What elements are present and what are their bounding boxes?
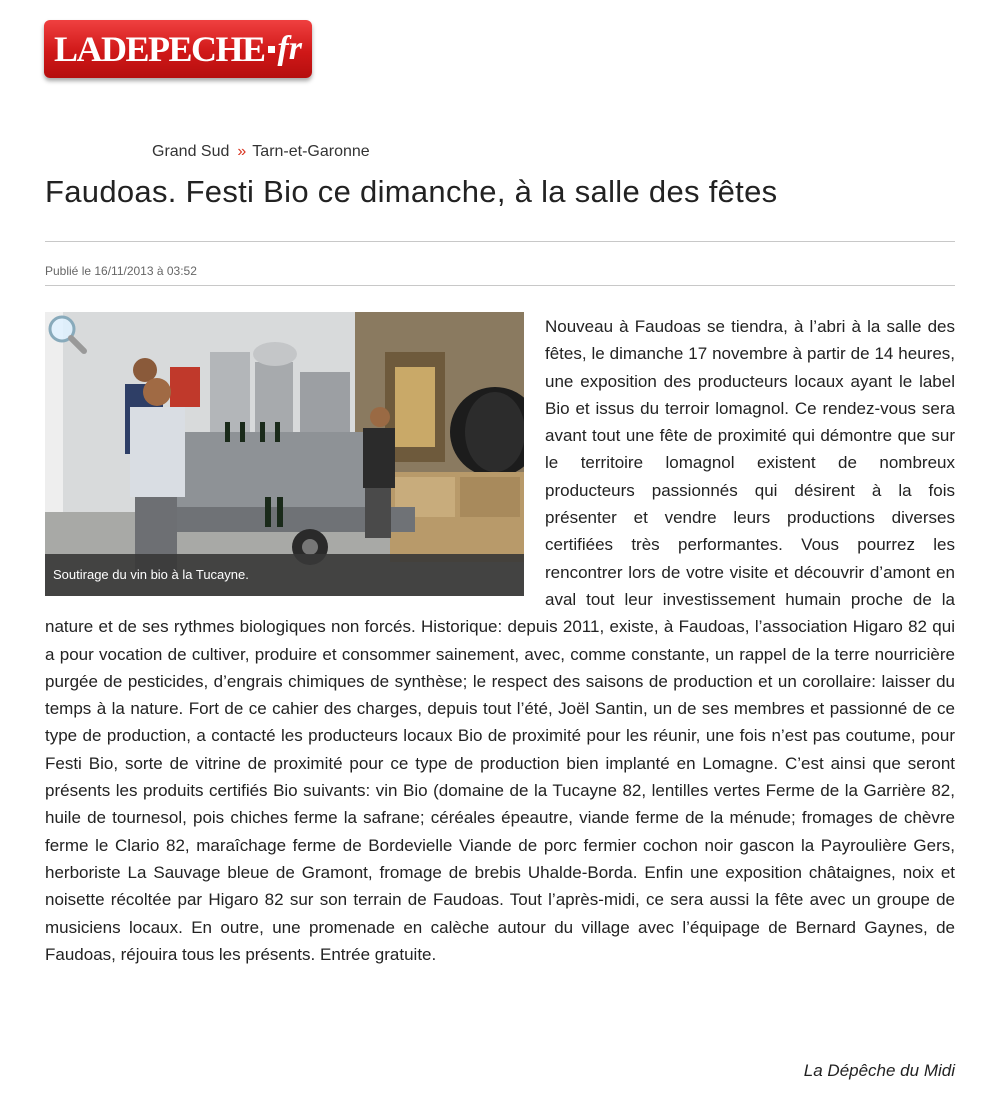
logo-text: LADEPECHE xyxy=(53,29,265,69)
site-logo[interactable] xyxy=(44,20,312,78)
article-photo[interactable] xyxy=(45,312,524,596)
magnifier-icon[interactable] xyxy=(45,312,89,356)
title-divider xyxy=(45,241,955,242)
publish-date: Publié le 16/11/2013 à 03:52 xyxy=(45,264,197,278)
breadcrumb xyxy=(152,143,370,161)
logo-dot xyxy=(268,46,275,53)
article-title: Faudoas. Festi Bio ce dimanche, à la salle des fêtes xyxy=(45,174,778,209)
breadcrumb-section-link[interactable]: Grand Sud xyxy=(152,143,230,160)
article-text: Nouveau à Faudoas se tiendra, à l’abri à la salle des fêtes, le dimanche 17 novembre à partir de 14 heures, une exposition des producteurs locaux ayant le label Bio et issus du terroir lomagnol. Ce rendez-vous sera avant tout une fête de proximité qui démontre que sur le territoire lomagnol existent de nombreux producteurs passionnés qui désirent à la fois présenter et vendre leurs productions diverses certifiées très performantes. Vous pourrez les rencontrer lors de votre visite et découvrir d’amont en aval tout leur investissement humain proche de la nature et de ses rythmes biologiques non forcés. Historique: depuis 2011, existe, à Faudoas, l’association Higaro 82 qui a pour vocation de cultiver, produire et consommer sainement, avec, comme constante, un rappel de la terre nourricière purgée de pesticides, d’engrais chimiques de synthèse; le respect des saisons de production et un corollaire: laisser du temps à la nature. Fort de ce cahier des charges, depuis tout l’été, Joël Santin, un de ses membres et passionné de ce type de production, a contacté les producteurs locaux Bio de proximité pour les réunir, une fois n’est pas coutume, pour Festi Bio, sorte de vitrine de proximité pour ce type de production bien implanté en Lomagne. C’est ainsi que seront présents les produits certifiés Bio suivants: vin Bio (domaine de la Tucayne 82, lentilles vertes Ferme de la Garrière 82, huile de tournesol, pois chiches ferme la safrane; céréales épeautre, viande ferme de la ménude; fromages de chèvre ferme le Clario 82, maraîchage ferme de Bordevielle Viande de porc fermier cochon noir gascon la Payroulière Gers, herboriste La Sauvage bleue de Gramont, fromage de brebis Uhalde-Borda. Enfin une exposition châtaignes, noix et noisette récoltée par Higaro 82 sur son terrain de Faudoas. Tout l’après-midi, ce sera aussi la fête avec un groupe de musiciens locaux. En outre, une promenade en calèche autour du village avec l’équipage de Bernard Gaynes, de Faudoas, réjouira tous les présents. Entrée gratuite. xyxy=(45,317,955,964)
article-signature: La Dépêche du Midi xyxy=(803,1061,955,1080)
logo-suffix: fr xyxy=(277,30,303,67)
breadcrumb-subsection-link[interactable]: Tarn-et-Garonne xyxy=(252,143,370,160)
date-divider xyxy=(45,285,955,286)
photo-caption: Soutirage du vin bio à la Tucayne. xyxy=(45,554,524,596)
breadcrumb-separator: » xyxy=(237,143,247,160)
